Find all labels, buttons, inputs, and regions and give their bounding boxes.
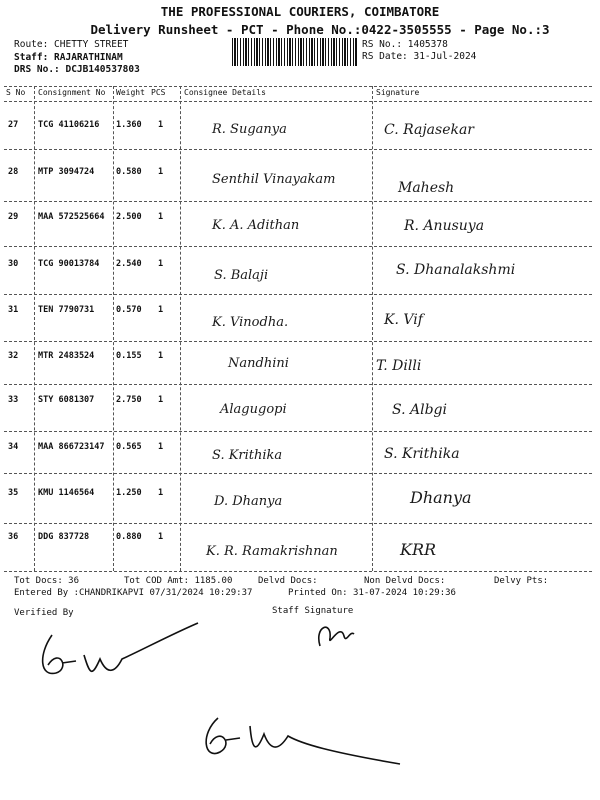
row-sno: 34 <box>8 442 19 452</box>
row-sno: 27 <box>8 120 19 130</box>
column-divider <box>372 86 373 571</box>
row-consignment: MAA 866723147 <box>38 442 105 452</box>
table-header-top-rule <box>4 86 592 87</box>
row-weight: 2.500 <box>116 212 142 222</box>
row-divider <box>4 384 592 385</box>
col-header-pcs: PCS <box>151 88 166 97</box>
bottom-signature-scribble <box>190 700 410 770</box>
row-divider <box>4 201 592 202</box>
row-consignment: TCG 90013784 <box>38 259 100 269</box>
column-divider <box>180 86 181 571</box>
row-weight: 1.360 <box>116 120 142 130</box>
consignee-name: S. Balaji <box>214 268 269 283</box>
verifier-signature-scribble <box>30 615 210 690</box>
consignee-name: K. Vinodha. <box>212 315 289 330</box>
row-weight: 0.155 <box>116 351 142 361</box>
row-pcs: 1 <box>158 212 164 222</box>
row-consignment: MAA 572525664 <box>38 212 105 222</box>
column-divider <box>34 86 35 571</box>
row-pcs: 1 <box>158 351 164 361</box>
consignee-name: K. R. Ramakrishnan <box>206 544 338 559</box>
row-sno: 35 <box>8 488 19 498</box>
row-consignment: MTP 3094724 <box>38 167 95 177</box>
row-consignment: STY 6081307 <box>38 395 95 405</box>
consignee-name: D. Dhanya <box>214 494 283 509</box>
row-sno: 32 <box>8 351 19 361</box>
row-pcs: 1 <box>158 259 164 269</box>
column-divider <box>113 86 114 571</box>
col-header-sno: S No <box>6 88 26 97</box>
total-docs: Tot Docs: 36 <box>14 576 80 586</box>
receiver-signature: Dhanya <box>410 488 472 507</box>
drs-number: DRS No.: DCJB140537803 <box>14 64 140 75</box>
consignee-name: Nandhini <box>228 356 289 371</box>
row-divider <box>4 571 592 572</box>
row-consignment: DDG 837728 <box>38 532 90 542</box>
row-divider <box>4 294 592 295</box>
row-divider <box>4 149 592 150</box>
row-consignment: TEN 7790731 <box>38 305 95 315</box>
staff-label: Staff: RAJARATHINAM <box>14 52 123 63</box>
row-sno: 28 <box>8 167 19 177</box>
row-divider <box>4 473 592 474</box>
receiver-signature: R. Anusuya <box>404 218 485 234</box>
non-delivered-docs: Non Delvd Docs: <box>364 576 446 586</box>
row-consignment: TCG 41106216 <box>38 120 100 130</box>
delivered-docs: Delvd Docs: <box>258 576 318 586</box>
row-sno: 31 <box>8 305 19 315</box>
rs-date: RS Date: 31-Jul-2024 <box>362 51 477 62</box>
row-weight: 2.540 <box>116 259 142 269</box>
receiver-signature: Mahesh <box>398 180 455 196</box>
col-header-weight: Weight <box>116 88 145 97</box>
receiver-signature: KRR <box>400 540 437 559</box>
receiver-signature: T. Dilli <box>376 358 422 374</box>
row-sno: 30 <box>8 259 19 269</box>
row-weight: 0.580 <box>116 167 142 177</box>
col-header-consignment: Consignment No <box>38 88 106 97</box>
staff-signature-label: Staff Signature <box>272 606 354 616</box>
col-header-signature: Signature <box>376 88 420 97</box>
row-weight: 0.880 <box>116 532 142 542</box>
row-weight: 0.565 <box>116 442 142 452</box>
receiver-signature: S. Krithika <box>384 446 460 462</box>
consignee-name: Senthil Vinayakam <box>212 172 336 187</box>
row-divider <box>4 431 592 432</box>
row-consignment: MTR 2483524 <box>38 351 95 361</box>
route-label: Route: CHETTY STREET <box>14 39 129 50</box>
row-pcs: 1 <box>158 442 164 452</box>
row-pcs: 1 <box>158 532 164 542</box>
receiver-signature: C. Rajasekar <box>384 122 475 138</box>
consignee-name: Alagugopi <box>220 402 287 417</box>
row-sno: 36 <box>8 532 19 542</box>
table-header-bottom-rule <box>4 101 592 102</box>
row-pcs: 1 <box>158 305 164 315</box>
row-divider <box>4 523 592 524</box>
receiver-signature: S. Dhanalakshmi <box>396 262 516 278</box>
row-pcs: 1 <box>158 395 164 405</box>
verified-by-label: Verified By <box>14 608 74 618</box>
consignee-name: R. Suganya <box>212 122 287 137</box>
document-subtitle: Delivery Runsheet - PCT - Phone No.:0422-3505555 - Page No.:3 <box>90 22 550 37</box>
barcode-image <box>232 38 357 66</box>
row-pcs: 1 <box>158 488 164 498</box>
row-pcs: 1 <box>158 120 164 130</box>
consignee-name: S. Krithika <box>212 448 283 463</box>
delivery-points: Delvy Pts: <box>494 576 549 586</box>
row-divider <box>4 341 592 342</box>
entered-by: Entered By :CHANDRIKAPVI 07/31/2024 10:29:37 <box>14 588 253 598</box>
row-consignment: KMU 1146564 <box>38 488 95 498</box>
row-weight: 2.750 <box>116 395 142 405</box>
consignee-name: K. A. Adithan <box>212 218 300 233</box>
row-pcs: 1 <box>158 167 164 177</box>
document-title: THE PROFESSIONAL COURIERS, COIMBATORE <box>160 4 440 19</box>
row-sno: 29 <box>8 212 19 222</box>
receiver-signature: S. Albgi <box>392 402 447 418</box>
row-divider <box>4 246 592 247</box>
staff-signature-scribble <box>310 616 360 656</box>
printed-on: Printed On: 31-07-2024 10:29:36 <box>288 588 456 598</box>
row-weight: 0.570 <box>116 305 142 315</box>
col-header-consignee: Consignee Details <box>184 88 266 97</box>
row-sno: 33 <box>8 395 19 405</box>
receiver-signature: K. Vif <box>384 312 423 328</box>
total-cod-amount: Tot COD Amt: 1185.00 <box>124 576 233 586</box>
row-weight: 1.250 <box>116 488 142 498</box>
rs-number: RS No.: 1405378 <box>362 39 448 50</box>
